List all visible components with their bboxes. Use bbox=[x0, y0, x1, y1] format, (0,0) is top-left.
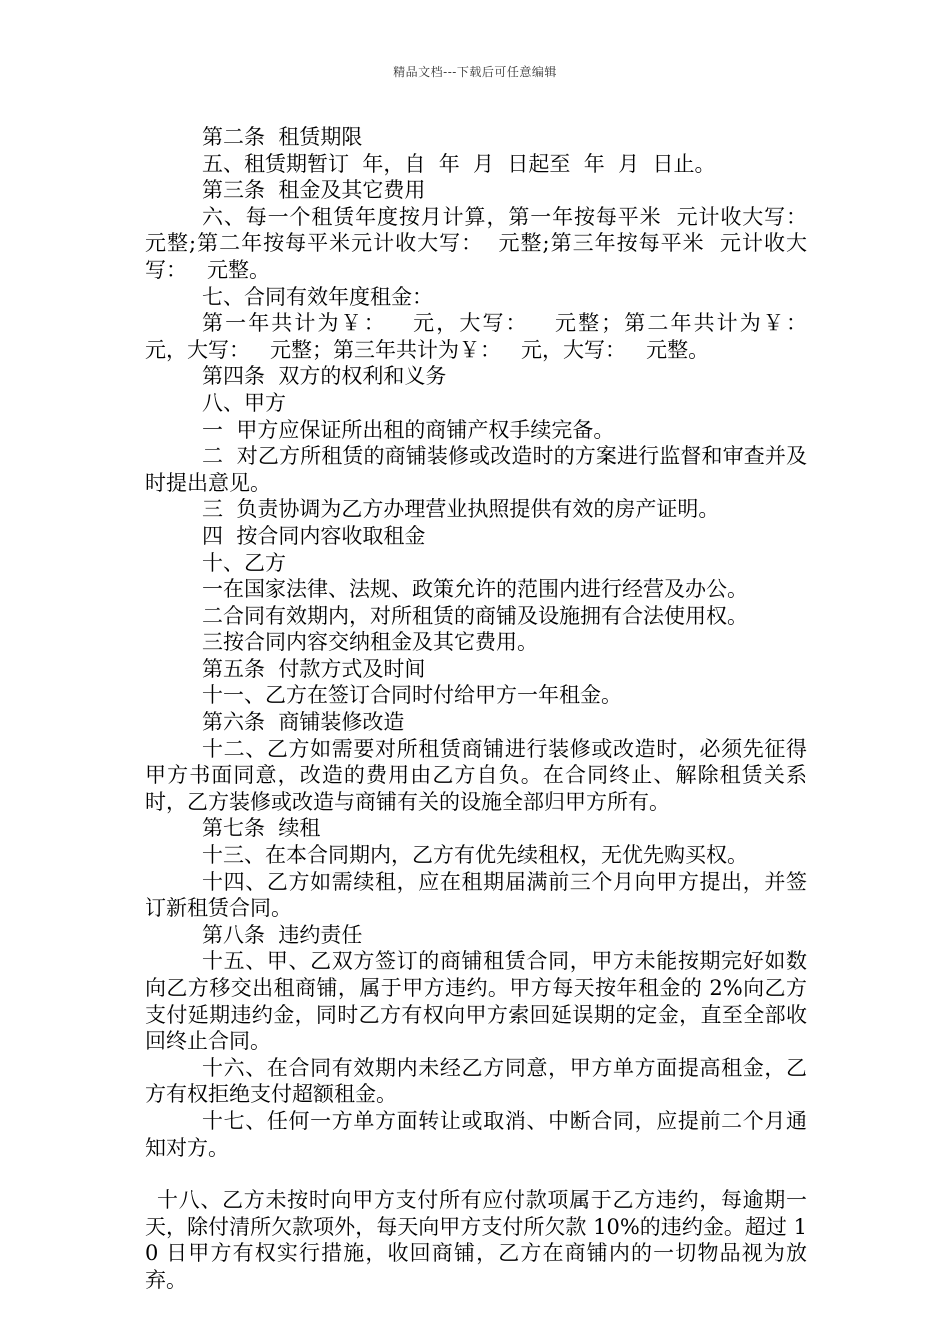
paragraph: 八、甲方 bbox=[202, 390, 286, 415]
paragraph: 五、租赁期暂订 年，自 年 月 日起至 年 月 日止。 bbox=[202, 151, 716, 176]
paragraph: 第一年共计为￥： 元，大写： 元整；第二年共计为￥： 元，大写： 元整；第三年共计为￥： 元，大写： 元整。 bbox=[145, 311, 828, 362]
paragraph: 十二、乙方如需要对所租赁商铺进行装修或改造时，必须先征得甲方书面同意，改造的费用由乙方自负。在合同终止、解除租赁关系时，乙方装修或改造与商铺有关的设施全部归甲方所有。 bbox=[145, 736, 807, 814]
paragraph: 十、乙方 bbox=[202, 550, 286, 575]
page-header: 精品文档---下载后可任意编辑 bbox=[393, 65, 557, 79]
paragraph: 七、合同有效年度租金： bbox=[202, 284, 433, 309]
paragraph: 四 按合同内容收取租金 bbox=[202, 523, 426, 548]
paragraph: 十六、在合同有效期内未经乙方同意，甲方单方面提高租金，乙方有权拒绝支付超额租金。 bbox=[145, 1055, 807, 1107]
paragraph: 二 对乙方所租赁的商铺装修或改造时的方案进行监督和审查并及时提出意见。 bbox=[145, 444, 807, 495]
paragraph: 第七条 续租 bbox=[202, 816, 321, 841]
paragraph: 三按合同内容交纳租金及其它费用。 bbox=[202, 630, 538, 655]
paragraph: 第二条 租赁期限 bbox=[202, 125, 363, 149]
paragraph: 十五、甲、乙双方签订的商铺租赁合同，甲方未能按期完好如数向乙方移交出租商铺，属于甲方违约。甲方每天按年租金的 2%向乙方支付延期违约金，同时乙方有权向甲方索回延误期的定金，直至全部收回终止合同。 bbox=[145, 949, 807, 1054]
paragraph: 三 负责协调为乙方办理营业执照提供有效的房产证明。 bbox=[202, 497, 720, 522]
paragraph: 一在国家法律、法规、政策允许的范围内进行经营及办公。 bbox=[202, 577, 748, 602]
paragraph: 十七、任何一方单方面转让或取消、中断合同，应提前二个月通知对方。 bbox=[145, 1108, 807, 1160]
paragraph: 六、每一个租赁年度按月计算，第一年按每平米 元计收大写： 元整;第二年按每平米元计收大写： 元整;第三年按每平米 元计收大写： 元整。 bbox=[145, 204, 821, 282]
paragraph: 二合同有效期内，对所租赁的商铺及设施拥有合法使用权。 bbox=[202, 603, 748, 628]
paragraph: 第五条 付款方式及时间 bbox=[202, 656, 426, 681]
paragraph: 第八条 违约责任 bbox=[202, 922, 363, 947]
paragraph: 第三条 租金及其它费用 bbox=[202, 178, 426, 203]
paragraph: 一 甲方应保证所出租的商铺产权手续完备。 bbox=[202, 417, 615, 442]
paragraph: 第四条 双方的权利和义务 bbox=[202, 364, 447, 389]
document-body bbox=[145, 124, 828, 1294]
paragraph: 十四、乙方如需续租，应在租期届满前三个月向甲方提出，并签订新租赁合同。 bbox=[145, 869, 807, 921]
paragraph: 十三、在本合同期内，乙方有优先续租权，无优先购买权。 bbox=[202, 843, 748, 868]
paragraph: 十一、乙方在签订合同时付给甲方一年租金。 bbox=[202, 683, 622, 708]
paragraph: 十八、乙方未按时向甲方支付所有应付款项属于乙方违约，每逾期一天，除付清所欠款项外，每天向甲方支付所欠款 10%的违约金。超过 10 日甲方有权实行措施，收回商铺，乙方在商铺内的一切物品视为放弃。 bbox=[145, 1188, 807, 1292]
paragraph: 第六条 商铺装修改造 bbox=[202, 710, 405, 735]
